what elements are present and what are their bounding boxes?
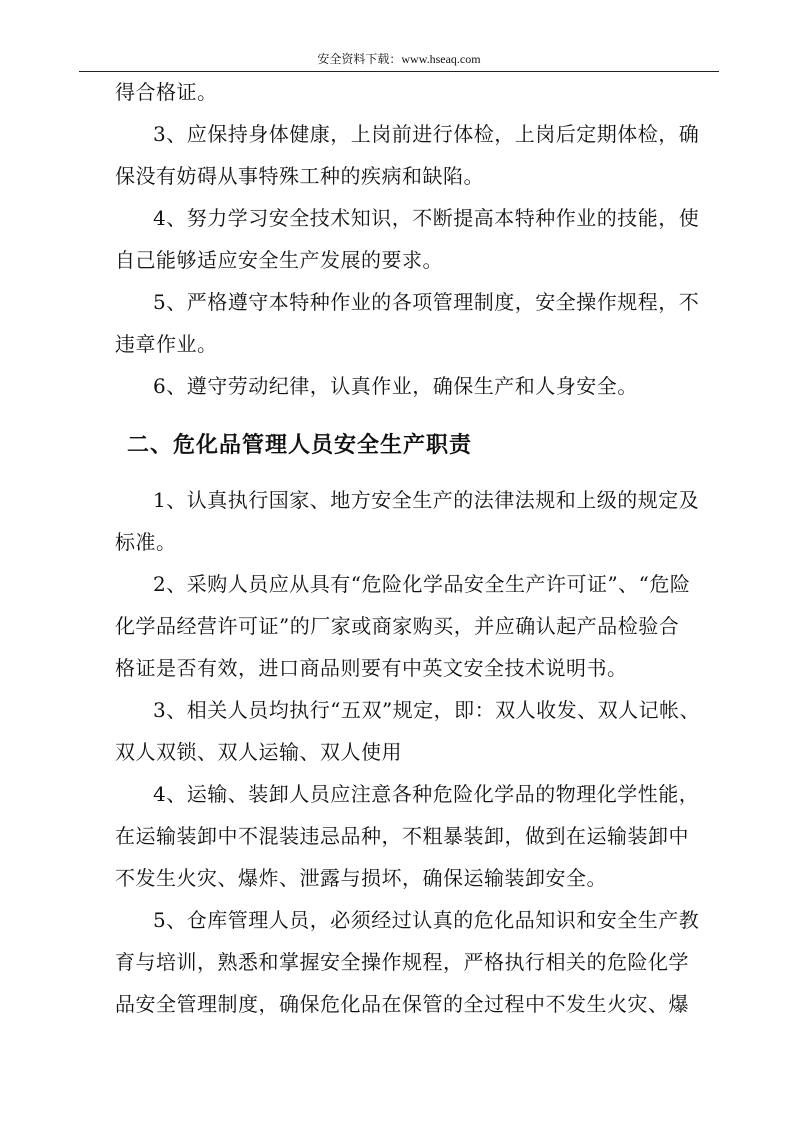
paragraph-line: 双人双锁、双人运输、双人使用 bbox=[115, 740, 402, 764]
paragraph-line: 得合格证。 bbox=[115, 80, 218, 104]
paragraph-line: 4、努力学习安全技术知识，不断提高本特种作业的技能，使 bbox=[153, 206, 700, 230]
paragraph-line: 不发生火灾、爆炸、泄露与损坏，确保运输装卸安全。 bbox=[115, 866, 607, 890]
section-heading: 二、危化品管理人员安全生产职责 bbox=[127, 433, 473, 458]
paragraph-line: 化学品经营许可证”的厂家或商家购买，并应确认起产品检验合 bbox=[115, 614, 680, 638]
document-body bbox=[115, 71, 720, 1025]
paragraph-line: 品安全管理制度，确保危化品在保管的全过程中不发生火灾、爆 bbox=[115, 992, 689, 1016]
paragraph-line: 3、应保持身体健康，上岗前进行体检，上岗后定期体检，确 bbox=[153, 122, 700, 146]
paragraph-line: 5、仓库管理人员，必须经过认真的危化品知识和安全生产教 bbox=[153, 908, 700, 932]
paragraph-line: 6、遵守劳动纪律，认真作业，确保生产和人身安全。 bbox=[153, 374, 638, 398]
paragraph-line: 自己能够适应安全生产发展的要求。 bbox=[115, 248, 443, 272]
page-header: 安全资料下载：www.hseaq.com bbox=[317, 52, 481, 66]
paragraph-line: 3、相关人员均执行“五双”规定，即：双人收发、双人记帐、 bbox=[153, 698, 701, 722]
paragraph-line: 标准。 bbox=[115, 530, 177, 554]
paragraph-line: 育与培训，熟悉和掌握安全操作规程，严格执行相关的危险化学 bbox=[115, 950, 689, 974]
paragraph-line: 5、严格遵守本特种作业的各项管理制度，安全操作规程，不 bbox=[153, 290, 700, 314]
paragraph-line: 格证是否有效，进口商品则要有中英文安全技术说明书。 bbox=[115, 656, 628, 680]
paragraph-line: 保没有妨碍从事特殊工种的疾病和缺陷。 bbox=[115, 164, 484, 188]
paragraph-line: 4、运输、装卸人员应注意各种危险化学品的物理化学性能， bbox=[153, 782, 700, 806]
paragraph-line: 在运输装卸中不混装违忌品种，不粗暴装卸，做到在运输装卸中 bbox=[115, 824, 689, 848]
paragraph-line: 违章作业。 bbox=[115, 332, 218, 356]
paragraph-line: 2、采购人员应从具有“危险化学品安全生产许可证”、“危险 bbox=[153, 572, 691, 596]
paragraph-line: 1、认真执行国家、地方安全生产的法律法规和上级的规定及 bbox=[153, 488, 700, 512]
